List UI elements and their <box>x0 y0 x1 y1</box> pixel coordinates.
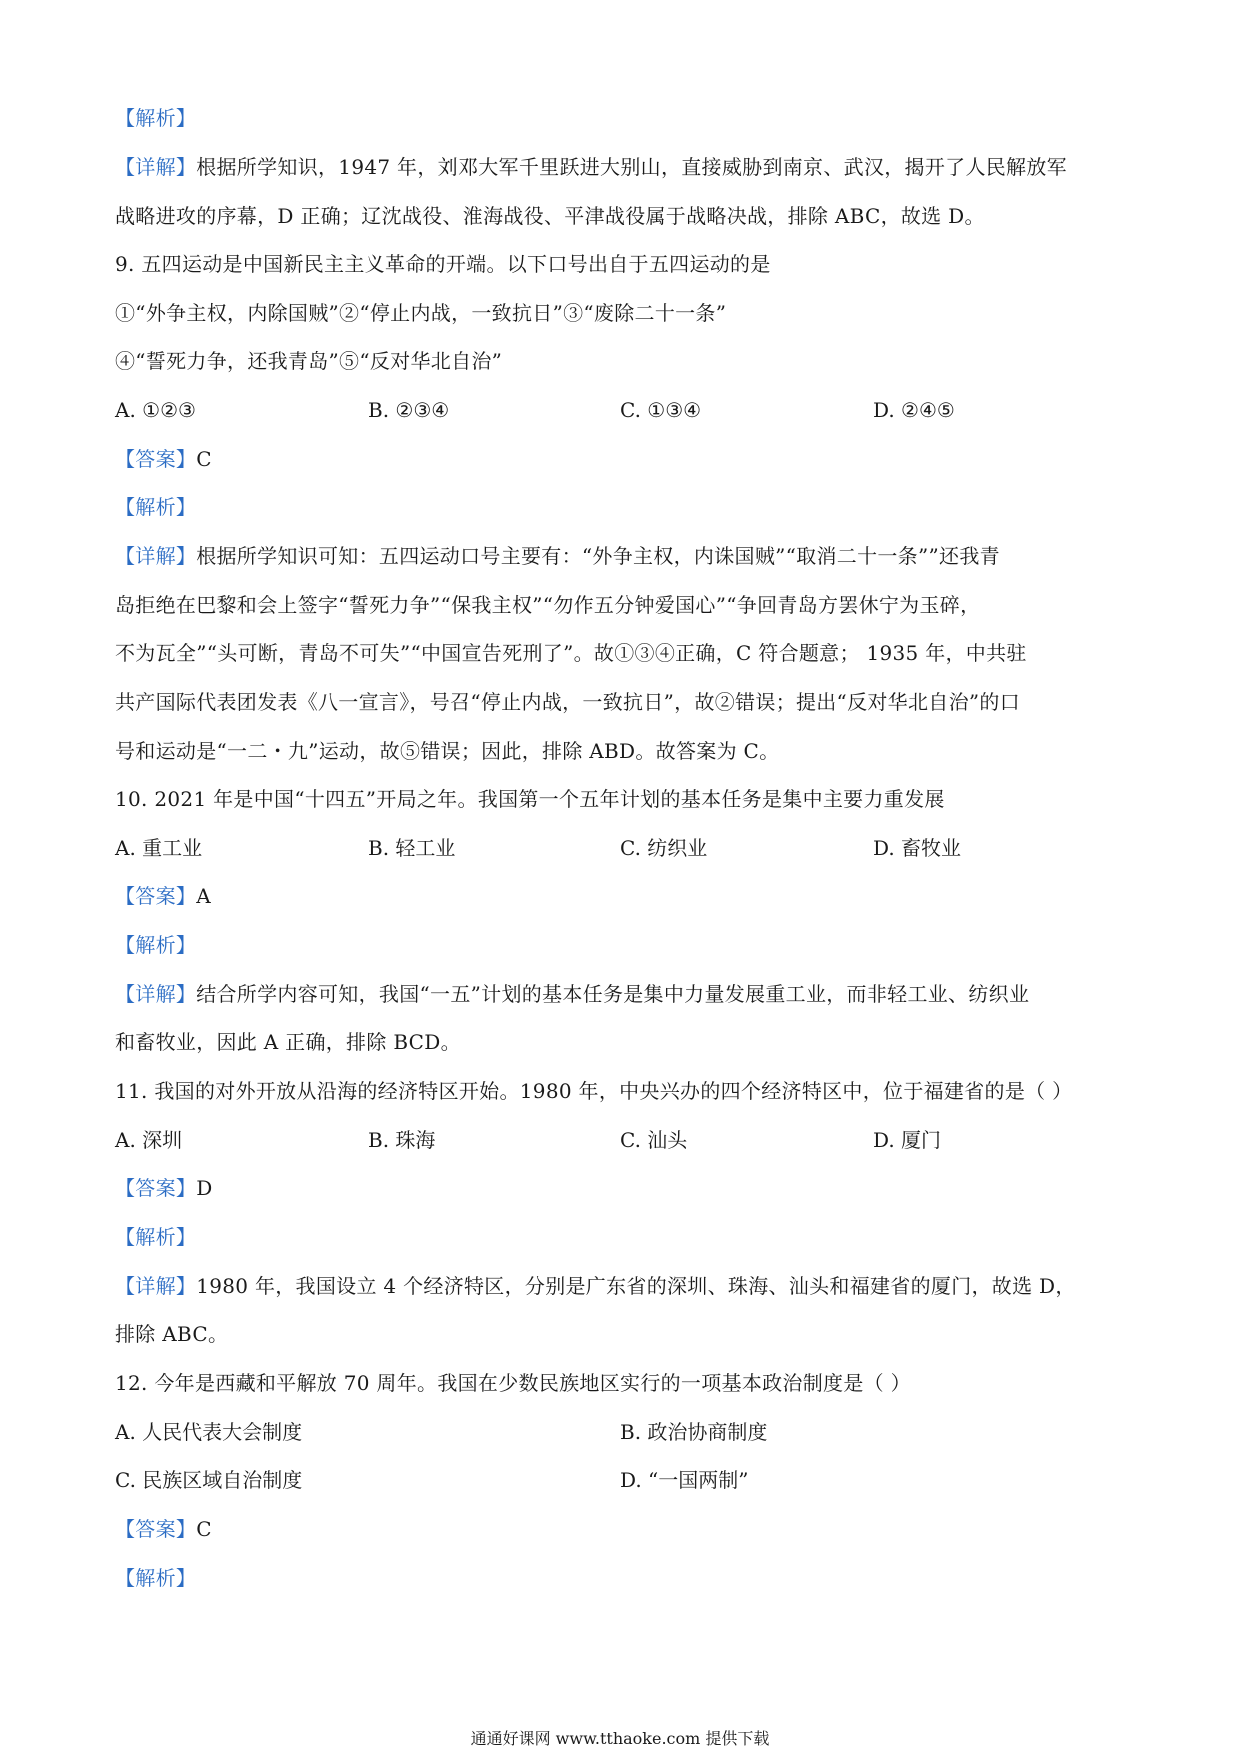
detail-label: 【详解】 <box>115 155 197 179</box>
detail-line: 战略进攻的序幕，D 正确；辽沈战役、淮海战役、平津战役属于战略决战，排除 ABC，故选 D。 <box>115 204 985 228</box>
detail-line: 排除 ABC。 <box>115 1322 229 1346</box>
analysis-label: 【解析】 <box>115 495 197 519</box>
option-d: D. 厦门 <box>873 1128 942 1152</box>
option-d: D. 畜牧业 <box>873 836 962 860</box>
detail-line: 岛拒绝在巴黎和会上签字“誓死力争”“保我主权”“勿作五分钟爱国心”“争回青岛方罢休宁为玉碎， <box>115 593 981 617</box>
analysis-label: 【解析】 <box>115 933 197 957</box>
question-stem: 10. 2021 年是中国“十四五”开局之年。我国第一个五年计划的基本任务是集中主要力重发展 <box>115 787 945 811</box>
option-c: C. ①③④ <box>620 398 702 422</box>
answer-label: 【答案】 <box>115 447 197 471</box>
question-line: ④“誓死力争，还我青岛”⑤“反对华北自治” <box>115 349 503 373</box>
option-b: B. 轻工业 <box>368 836 456 860</box>
detail-label: 【详解】 <box>115 1274 197 1298</box>
option-a: A. ①②③ <box>115 398 196 422</box>
question-stem: 11. 我国的对外开放从沿海的经济特区开始。1980 年，中央兴办的四个经济特区中，位于福建省的是（ ） <box>115 1079 1073 1103</box>
option-c: C. 民族区域自治制度 <box>115 1468 303 1492</box>
question-stem: 9. 五四运动是中国新民主主义革命的开端。以下口号出自于五四运动的是 <box>115 252 771 276</box>
option-a: A. 重工业 <box>115 836 203 860</box>
detail-line: 【详解】根据所学知识可知：五四运动口号主要有：“外争主权，内诛国贼”“取消二十一条””还我青 <box>115 544 1000 568</box>
detail-label: 【详解】 <box>115 544 197 568</box>
analysis-label: 【解析】 <box>115 106 197 130</box>
detail-line: 不为瓦全”“头可断，青岛不可失”“中国宣告死刑了”。故①③④正确，C 符合题意； 1935 年，中共驻 <box>115 641 1027 665</box>
option-b: B. ②③④ <box>368 398 450 422</box>
detail-line: 和畜牧业，因此 A 正确，排除 BCD。 <box>115 1030 461 1054</box>
detail-line: 号和运动是“一二・九”运动，故⑤错误；因此，排除 ABD。故答案为 C。 <box>115 739 780 763</box>
option-b: B. 珠海 <box>368 1128 436 1152</box>
answer-label: 【答案】 <box>115 1517 197 1541</box>
option-a: A. 深圳 <box>115 1128 183 1152</box>
detail-line: 【详解】根据所学知识，1947 年，刘邓大军千里跃进大别山，直接威胁到南京、武汉，揭开了人民解放军 <box>115 155 1067 179</box>
page-footer: 通通好课网 www.tthaoke.com 提供下载 <box>470 1729 770 1748</box>
detail-line: 【详解】结合所学内容可知，我国“一五”计划的基本任务是集中力量发展重工业，而非轻工业、纺织业 <box>115 982 1030 1006</box>
option-b: B. 政治协商制度 <box>620 1420 768 1444</box>
question-line: ①“外争主权，内除国贼”②“停止内战，一致抗日”③“废除二十一条” <box>115 301 727 325</box>
option-d: D. “一国两制” <box>620 1468 749 1492</box>
answer-line: 【答案】D <box>115 1176 213 1200</box>
detail-line: 【详解】1980 年，我国设立 4 个经济特区，分别是广东省的深圳、珠海、汕头和福建省的厦门，故选 D， <box>115 1274 1076 1298</box>
answer-line: 【答案】A <box>115 884 211 908</box>
option-a: A. 人民代表大会制度 <box>115 1420 303 1444</box>
option-c: C. 纺织业 <box>620 836 708 860</box>
question-stem: 12. 今年是西藏和平解放 70 周年。我国在少数民族地区实行的一项基本政治制度是（ ） <box>115 1371 911 1395</box>
detail-line: 共产国际代表团发表《八一宣言》，号召“停止内战，一致抗日”，故②错误；提出“反对华北自治”的口 <box>115 690 1020 714</box>
answer-label: 【答案】 <box>115 1176 197 1200</box>
option-c: C. 汕头 <box>620 1128 688 1152</box>
analysis-label: 【解析】 <box>115 1225 197 1249</box>
option-d: D. ②④⑤ <box>873 398 955 422</box>
answer-label: 【答案】 <box>115 884 197 908</box>
answer-line: 【答案】C <box>115 1517 212 1541</box>
analysis-label: 【解析】 <box>115 1566 197 1590</box>
answer-line: 【答案】C <box>115 447 212 471</box>
detail-label: 【详解】 <box>115 982 197 1006</box>
